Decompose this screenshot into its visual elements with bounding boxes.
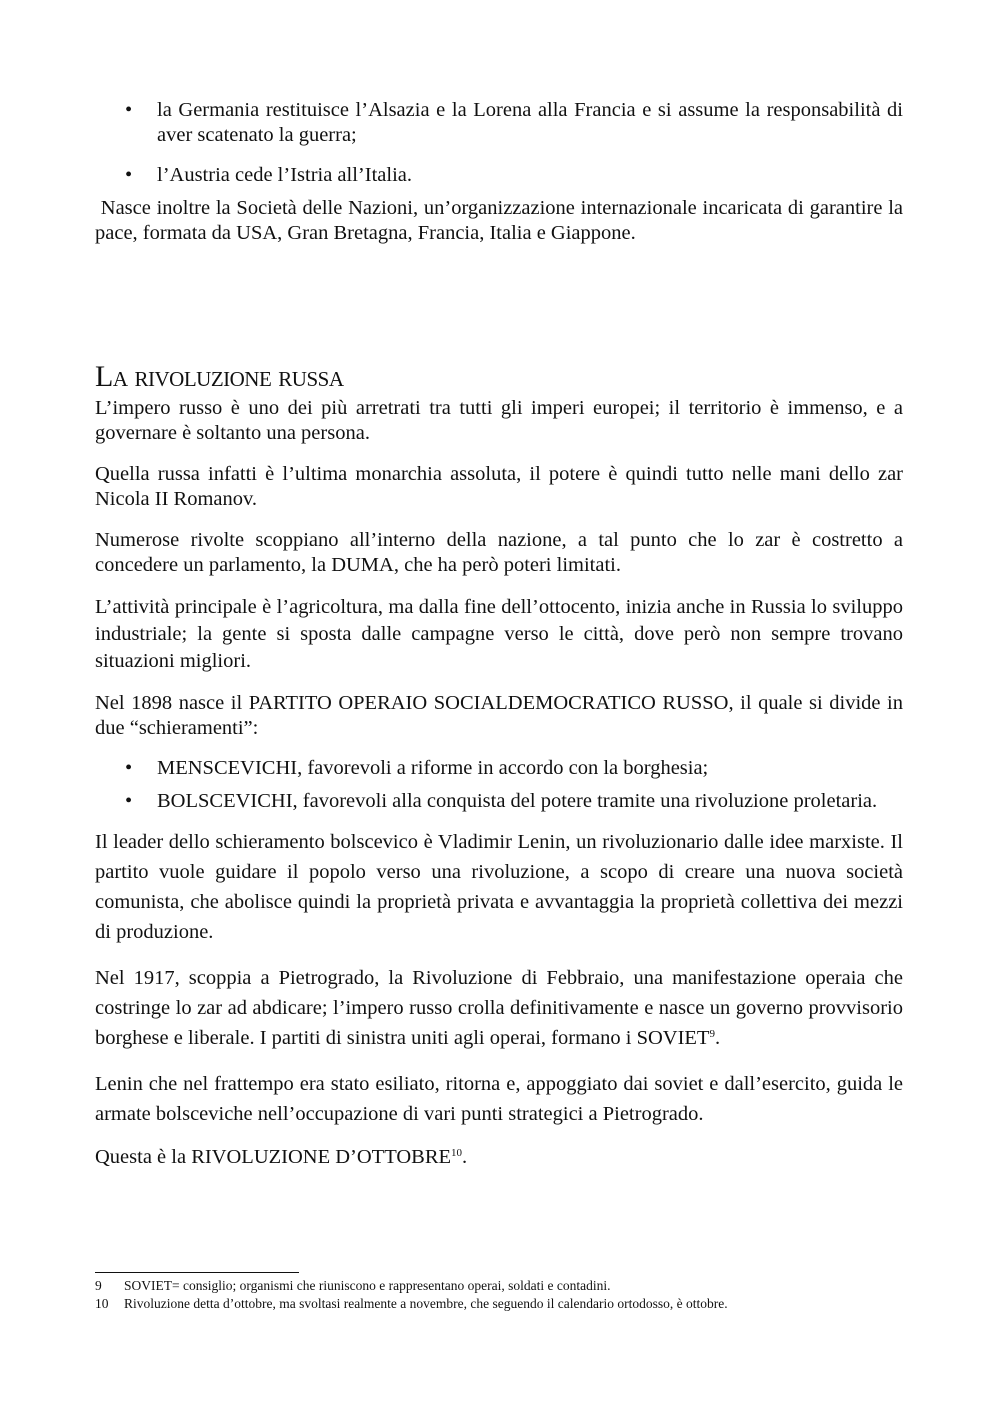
list-item-text: la Germania restituisce l’Alsazia e la Lorena alla Francia e si assume la responsabilità di aver scatenato la guerra; — [157, 99, 903, 146]
paragraph: Nel 1898 nasce il PARTITO OPERAIO SOCIALDEMOCRATICO RUSSO, il quale si divide in due “schieramenti”: — [95, 692, 903, 739]
paragraph: L’impero russo è uno dei più arretrati tra tutti gli imperi europei; il territorio è immenso, e a governare è soltanto una persona. — [95, 397, 903, 444]
bullet-icon: • — [125, 790, 133, 812]
footnote-number: 10 — [95, 1296, 109, 1311]
paragraph: Quella russa infatti è l’ultima monarchia assoluta, il potere è quindi tutto nelle mani dello zar Nicola II Romanov. — [95, 463, 903, 510]
list-item — [95, 98, 903, 148]
bullet-icon: • — [125, 757, 133, 779]
list-item-text: MENSCEVICHI, favorevoli a riforme in accordo con la borghesia; — [157, 757, 709, 779]
bullet-icon: • — [125, 164, 133, 186]
list-item-text: BOLSCEVICHI, favorevoli alla conquista del potere tramite una rivoluzione proletaria. — [157, 790, 878, 812]
intro-list — [95, 98, 903, 188]
footnote-text: Rivoluzione detta d’ottobre, ma svoltasi realmente a novembre, che seguendo il calendario ortodosso, è ottobre. — [124, 1296, 728, 1311]
paragraph-text: Questa è la RIVOLUZIONE D’OTTOBRE — [95, 1146, 452, 1168]
footnote — [95, 1277, 903, 1295]
list-item-text: l’Austria cede l’Istria all’Italia. — [157, 164, 412, 186]
list-item — [95, 756, 903, 781]
paragraph: Numerose rivolte scoppiano all’interno della nazione, a tal punto che lo zar è costretto a concedere un parlamento, la DUMA, che ha però poteri limitati. — [95, 529, 903, 576]
paragraph: Il leader dello schieramento bolscevico è Vladimir Lenin, un rivoluzionario dalle idee marxiste. Il partito vuole guidare il popolo verso una rivoluzione, a scopo di creare una nuova società comunista, che abolisce quindi la proprietà privata e avvantaggia la proprietà collettiva dei mezzi di produzione. — [95, 831, 903, 943]
footnote — [95, 1295, 903, 1313]
paragraph: L’attività principale è l’agricoltura, ma dalla fine dell’ottocento, inizia anche in Russia lo sviluppo industriale; la gente si sposta dalle campagne verso le città, dove però non sempre trovano situazioni migliori. — [95, 596, 903, 672]
footnote-ref: 9 — [709, 1028, 715, 1040]
list-item — [95, 163, 903, 188]
paragraph — [95, 1145, 903, 1170]
document-page — [95, 98, 909, 1170]
bullet-icon: • — [125, 99, 133, 121]
paragraph: Lenin che nel frattempo era stato esiliato, ritorna e, appoggiato dai soviet e dall’esercito, guida le armate bolsceviche nell’occupazione di vari punti strategici a Pietrogrado. — [95, 1073, 903, 1125]
paragraph-text: Nel 1917, scoppia a Pietrogrado, la Rivoluzione di Febbraio, una manifestazione operaia che costringe lo zar ad abdicare; l’impero russo crolla definitivamente e nasce un governo provvisorio borghese e liberale. I partiti di sinistra uniti agli operai, formano i SOVIET — [95, 967, 903, 1049]
footnotes — [95, 1272, 903, 1313]
paragraph-end: . — [462, 1146, 468, 1168]
paragraph — [95, 963, 903, 1053]
section-title: La rivoluzione russa — [95, 360, 344, 393]
party-list — [95, 756, 903, 814]
footnote-number: 9 — [95, 1278, 102, 1293]
footnote-ref: 10 — [451, 1147, 463, 1159]
paragraph-end: . — [714, 1027, 721, 1049]
list-item — [95, 789, 903, 814]
intro-paragraph: Nasce inoltre la Società delle Nazioni, un’organizzazione internazionale incaricata di garantire la pace, formata da USA, Gran Bretagna, Francia, Italia e Giappone. — [95, 197, 909, 244]
footnote-text: SOVIET= consiglio; organismi che riuniscono e rappresentano operai, soldati e contadini. — [124, 1278, 611, 1293]
footnote-divider — [95, 1272, 299, 1273]
